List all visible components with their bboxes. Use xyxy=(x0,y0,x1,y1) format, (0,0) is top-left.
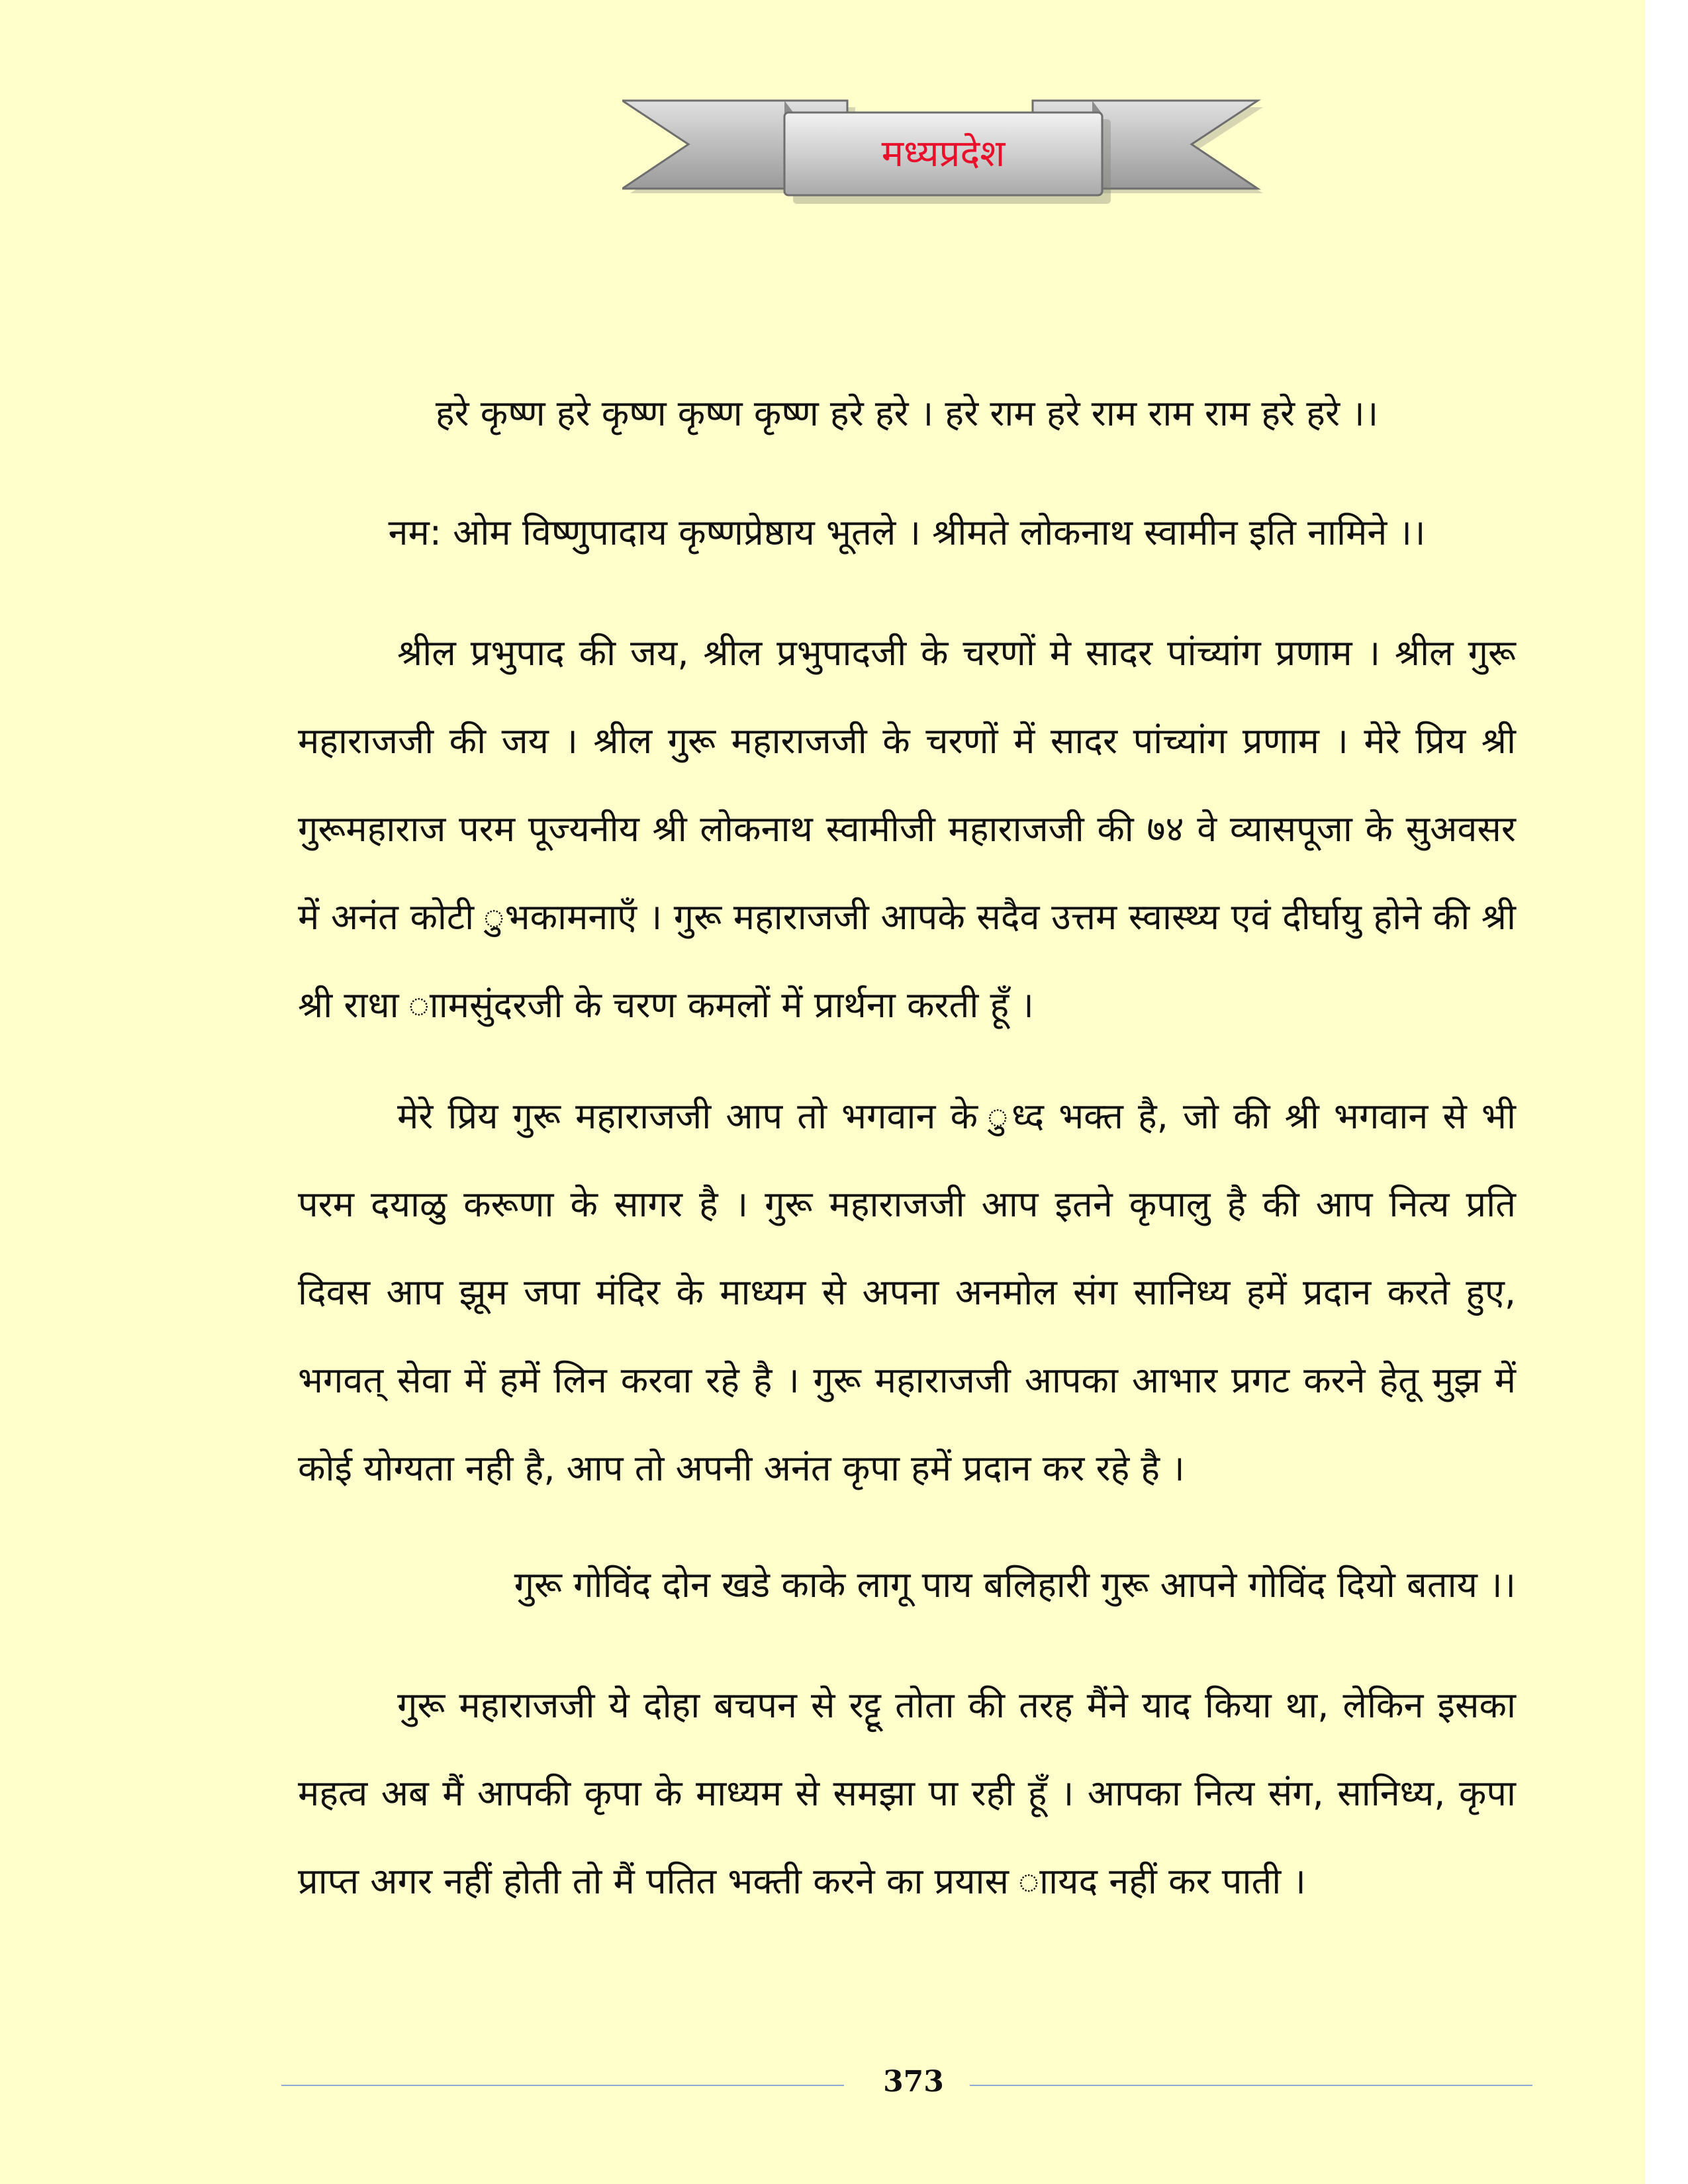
footer-rule-right xyxy=(970,2085,1532,2086)
section-banner xyxy=(622,93,1264,218)
mantra-line-2: नम: ओम विष्णुपादाय कृष्णप्रेष्ठाय भूतले । श्रीमते लोकनाथ स्वामीन इति नामिने ।। xyxy=(388,512,1426,553)
footer-rule-left xyxy=(281,2085,844,2086)
doha-line: गुरू गोविंद दोन खडे काके लागू पाय बलिहारी गुरू आपने गोविंद दियो बताय ।। xyxy=(514,1564,1516,1606)
paragraph-1: श्रील प्रभुपाद की जय, श्रील प्रभुपादजी के चरणों मे सादर पांच्यांग प्रणाम । श्रील गुरू महाराजजी की जय । श्रील गुरू महाराजजी के चरणों में सादर पांच्यांग प्रणाम । मेरे प्रिय श्री गुरूमहाराज परम पूज्यनीय श्री लोकनाथ स्वामीजी महाराजजी की ७४ वे व्यासपूजा के सुअवसर में अनंत कोटी ुभकामनाएँ । गुरू महाराजजी आपके सदैव उत्तम स्वास्थ्य एवं दीर्घायु होने की श्री श्री राधा ाामसुंदरजी के चरण कमलों में प्रार्थना करती हूँ । xyxy=(298,632,1516,1026)
paragraph-3: गुरू महाराजजी ये दोहा बचपन से रट्टू तोता की तरह मैंने याद किया था, लेकिन इसका महत्व अब मैं आपकी कृपा के माध्यम से समझा पा रही हूँ । आपका नित्य संग, सानिध्य, कृपा प्राप्त अगर नहीं होती तो मैं पतित भक्ती करने का प्रयास ाायद नहीं कर पाती । xyxy=(298,1684,1516,1902)
page-margin xyxy=(1645,0,1688,2184)
page-number: 373 xyxy=(883,2065,944,2099)
paragraph-2: मेरे प्रिय गुरू महाराजजी आप तो भगवान के ुध्द भक्त है, जो की श्री भगवान से भी परम दयाळु करूणा के सागर है । गुरू महाराजजी आप इतने कृपालु है की आप नित्य प्रति दिवस आप झूम जपा मंदिर के माध्यम से अपना अनमोल संग सानिध्य हमें प्रदान करते हुए, भगवत् सेवा में हमें लिन करवा रहे है । गुरू महाराजजी आपका आभार प्रगट करने हेतू मुझ में कोई योग्यता नही है, आप तो अपनी अनंत कृपा हमें प्रदान कर रहे है । xyxy=(298,1095,1516,1489)
mantra-line-1: हरे कृष्ण हरे कृष्ण कृष्ण कृष्ण हरे हरे । हरे राम हरे राम राम राम हरे हरे ।। xyxy=(435,392,1379,434)
banner-title: मध्यप्रदेश xyxy=(881,132,1006,175)
